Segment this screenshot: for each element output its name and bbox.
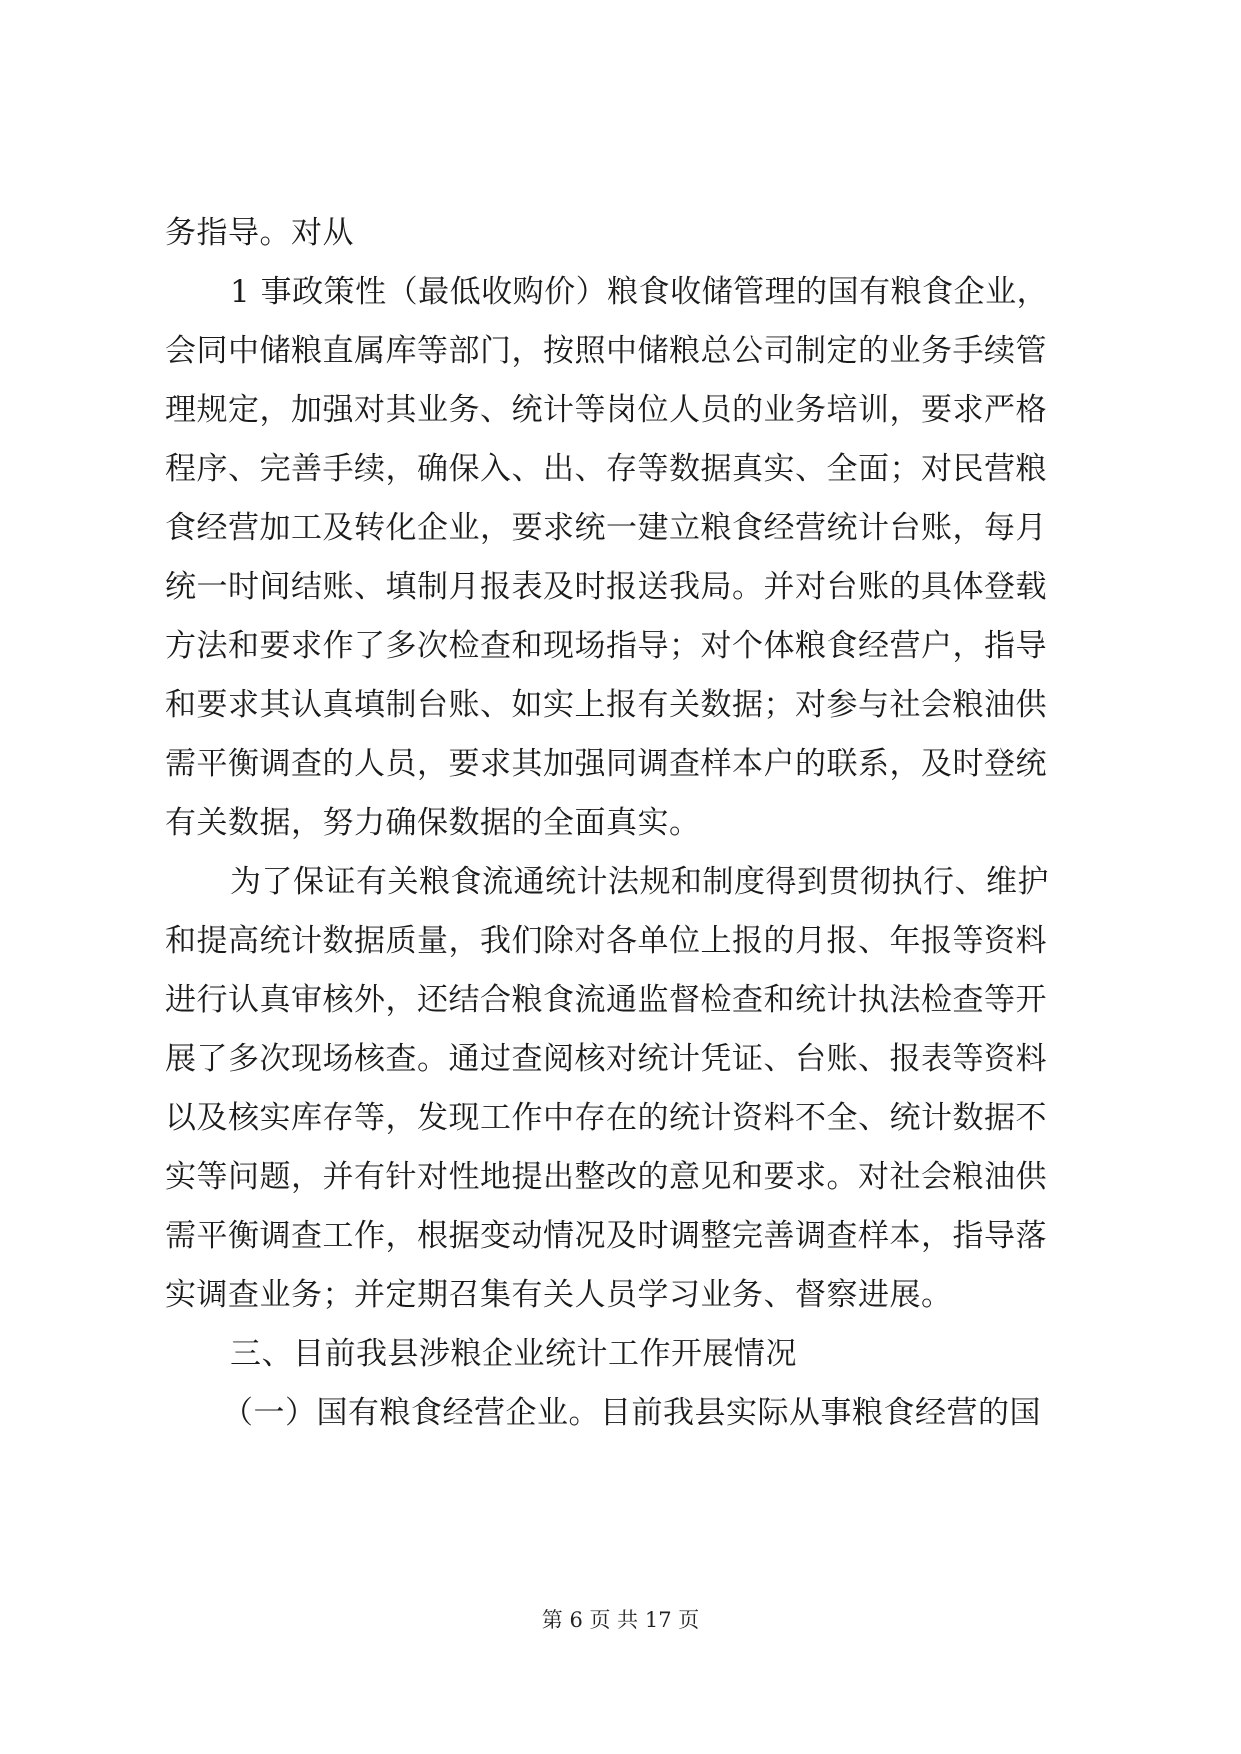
- text-line: 会同中储粮直属库等部门，按照中储粮总公司制定的业务手续管: [165, 333, 1047, 369]
- text-line: 有关数据，努力确保数据的全面真实。: [165, 805, 701, 841]
- text-line: 务指导。对从: [165, 215, 354, 251]
- text-line: 理规定，加强对其业务、统计等岗位人员的业务培训，要求严格: [165, 392, 1047, 428]
- text-line: 程序、完善手续，确保入、出、存等数据真实、全面；对民营粮: [165, 451, 1047, 487]
- text-line: 食经营加工及转化企业，要求统一建立粮食经营统计台账，每月: [165, 510, 1047, 546]
- text-line: 实调查业务；并定期召集有关人员学习业务、督察进展。: [165, 1277, 953, 1313]
- section-heading: 三、目前我县涉粮企业统计工作开展情况: [230, 1336, 797, 1372]
- text-line: 为了保证有关粮食流通统计法规和制度得到贯彻执行、维护: [230, 864, 1049, 900]
- page-number-footer: 第 6 页 共 17 页: [541, 1608, 700, 1632]
- text-line: 方法和要求作了多次检查和现场指导；对个体粮食经营户，指导: [165, 628, 1047, 664]
- text-line: 统一时间结账、填制月报表及时报送我局。并对台账的具体登载: [165, 569, 1047, 605]
- text-line: （一）国有粮食经营企业。目前我县实际从事粮食经营的国: [222, 1395, 1041, 1431]
- text-line: 实等问题，并有针对性地提出整改的意见和要求。对社会粮油供: [165, 1159, 1047, 1195]
- text-line: 需平衡调查的人员，要求其加强同调查样本户的联系，及时登统: [165, 746, 1047, 782]
- text-line: 进行认真审核外，还结合粮食流通监督检查和统计执法检查等开: [165, 982, 1047, 1018]
- text-line: 需平衡调查工作，根据变动情况及时调整完善调查样本，指导落: [165, 1218, 1047, 1254]
- text-line: 以及核实库存等，发现工作中存在的统计资料不全、统计数据不: [165, 1100, 1047, 1136]
- text-line: 展了多次现场核查。通过查阅核对统计凭证、台账、报表等资料: [165, 1041, 1047, 1077]
- text-line: 1 事政策性（最低收购价）粮食收储管理的国有粮食企业，: [230, 274, 1049, 310]
- text-line: 和提高统计数据质量，我们除对各单位上报的月报、年报等资料: [165, 923, 1047, 959]
- text-line: 和要求其认真填制台账、如实上报有关数据；对参与社会粮油供: [165, 687, 1047, 723]
